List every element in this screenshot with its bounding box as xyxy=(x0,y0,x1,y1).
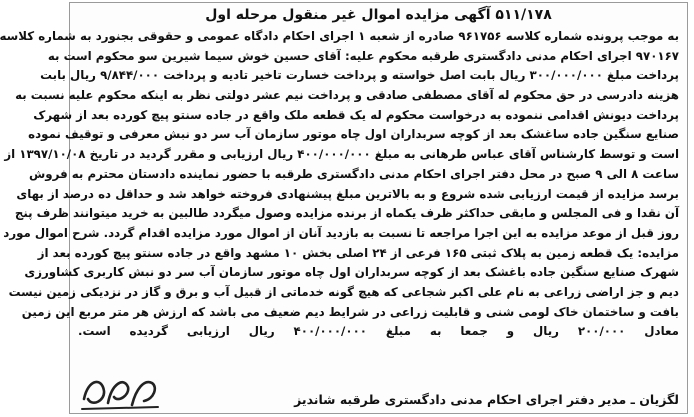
notice-line: روز قبل از موعد مزایده به این اجرا مراجعه تا نسبت به بازدید آنان از اموال مورد مزایده اقدام گردد. شرح اموال مورد xyxy=(3,225,679,240)
notice-body xyxy=(0,27,679,342)
notice-line: ساعت ۸ الی ۹ صبح در محل دفتر اجرای احکام مدنی دادگستری طرقبه با حضور نماینده دادستان محترم به فروش xyxy=(29,166,679,181)
notice-line: پرداخت مبلغ ۳۰۰/۰۰۰/۰۰۰ ریال بابت اصل خواسته و پرداخت خسارت تاخیر تادیه و پرداخت ۹/۸۴۴/۰۰۰ ریال بابت xyxy=(40,68,679,83)
notice-line: صنایع سنگین جاده ساغشک بعد از کوچه سربداران اول چاه موتور سازمان آب سر دو نبش معرفی و توقیف نموده xyxy=(28,127,679,142)
notice-line: است و توسط کارشناس آقای عباس طرهانی به مبلغ ۴۰۰/۰۰۰/۰۰۰ ریال ارزیابی و مقرر گردید در تاریخ ۱۳۹۷/۱۰/۰۸ از xyxy=(4,147,679,162)
notice-line: به موجب پرونده شماره کلاسه ۹۶۱۷۵۶ صادره از شعبه ۱ اجرای احکام دادگاه عمومی و حقوقی بجنورد به شماره کلاسه xyxy=(0,29,679,43)
notice-line: آن نقدا و فی المجلس و مابقی حداکثر ظرف یکماه از برنده مزایده وصول میگردد طالبین به خرید میتوانند ظرف پنج xyxy=(14,206,679,221)
legal-notice xyxy=(0,2,688,414)
notice-line: شهرک صنایع سنگین جاده باغشک بعد از کوچه سربداران اول چاه موتور سازمان آب سر دو نبش کاربری کشاورزی xyxy=(24,265,679,280)
notice-line: ۹۷۰۱۶۷ اجرای احکام مدنی دادگستری طرقبه محکوم علیه: آقای حسین خوش سیما شیرین سو محکوم است به xyxy=(47,48,679,63)
notice-line: دیم و جز اراضی زراعی به نام علی اکبر شجاعی که هیچ گونه خدماتی از قبیل آب و برق و گاز در نزدیکی زمین نیست xyxy=(8,284,679,299)
notice-title: ۵۱۱/۱۷۸ آگهی مزایده اموال غیر منقول مرحله اول xyxy=(205,7,552,23)
notice-line: هزینه دادرسی در حق محکوم له آقای مصطفی صادقی و پرداخت نیم عشر دولتی نظر به اینکه محکوم علیه نسبت به xyxy=(15,88,679,103)
handwritten-mark xyxy=(78,369,162,413)
notice-line: پرداخت دیونش اقدامی ننموده به درخواست محکوم له یک قطعه ملک واقع در جاده سنتو پیچ کورده بعد از شهرک xyxy=(33,107,679,122)
notice-line: بافت و ساختمان خاک لومی شنی و قابلیت زراعی در شرایط دیم ضعیف می باشد که ارزش هر متر مربع این زمین xyxy=(21,304,679,319)
signature-line: لگزیان ـ مدیر دفتر اجرای احکام مدنی دادگستری طرقبه شاندیز xyxy=(294,392,679,407)
notice-line: معادل ۲۰۰/۰۰۰ ریال و جمعا به مبلغ ۴۰۰/۰۰۰/۰۰۰ ریال ارزیابی گردیده است. xyxy=(78,324,679,339)
notice-line: برسد مزایده از قیمت ارزیابی شده شروع و به بالاترین مبلغ پیشنهادی فروخته خواهد شد و حداقل ده درصد از بهای xyxy=(16,186,679,201)
notice-line: مزایده: یک قطعه زمین به پلاک ثبتی ۱۶۵ فرعی از ۲۴ اصلی بخش ۱۰ مشهد واقع در جاده سنتو پیچ کورده بعد از xyxy=(37,245,679,260)
